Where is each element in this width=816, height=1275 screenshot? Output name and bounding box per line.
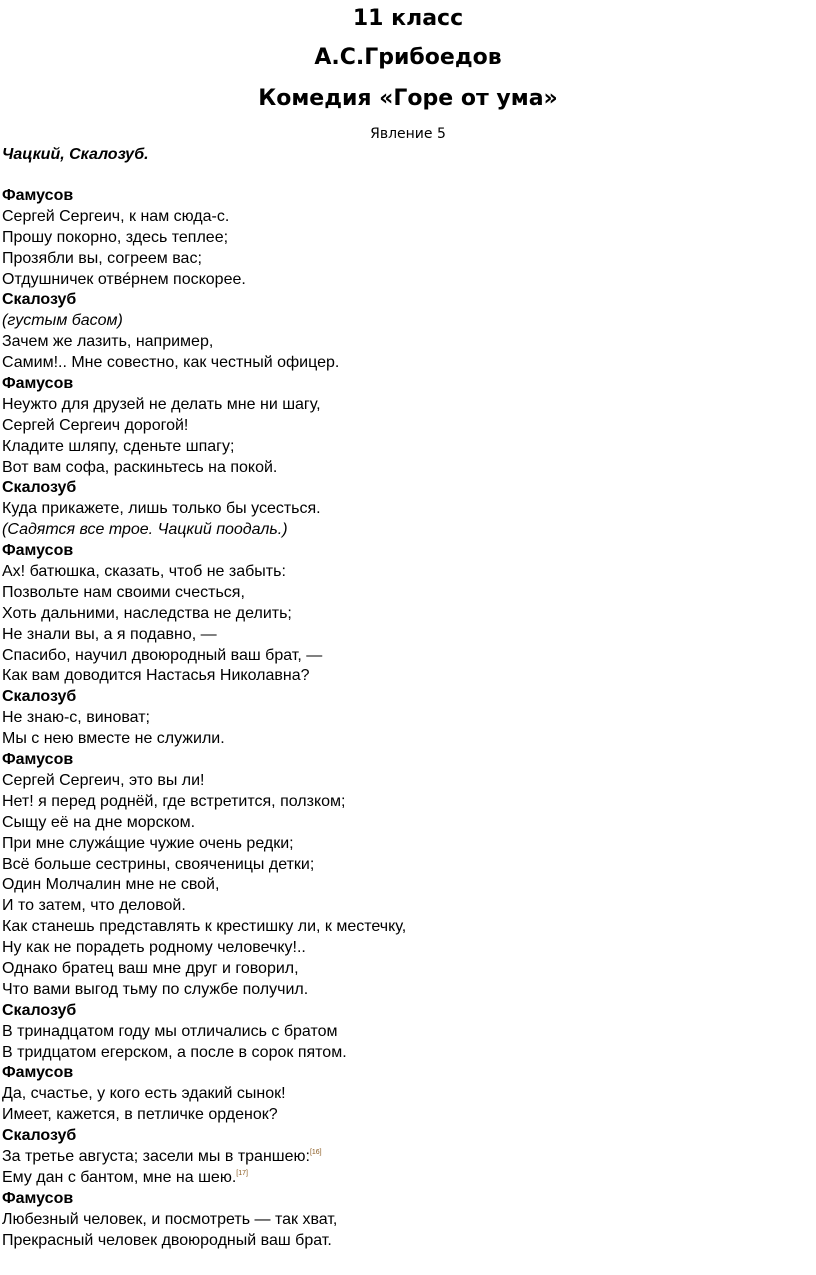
verse-line <box>2 771 802 792</box>
line-text: Один Молчалин мне не свой, <box>2 876 220 894</box>
speaker-name <box>2 687 802 708</box>
verse-line <box>2 938 802 959</box>
verse-line <box>2 562 802 583</box>
verse-line <box>2 353 802 374</box>
line-text: (Садятся все трое. Чацкий поодаль.) <box>2 521 288 539</box>
line-text: Вот вам софа, раскиньтесь на покой. <box>2 458 278 476</box>
line-text: Имеет, кажется, в петличке орденок? <box>2 1106 278 1124</box>
line-text: Фамусов <box>2 187 74 204</box>
verse-line <box>2 499 802 520</box>
verse-line <box>2 813 802 834</box>
verse-line <box>2 666 802 687</box>
line-text: Прекрасный человек двоюродный ваш брат. <box>2 1231 332 1249</box>
line-text: Фамусов <box>2 1189 74 1207</box>
verse-line <box>2 583 802 604</box>
speaker-name <box>2 1126 802 1147</box>
line-text: Однако братец ваш мне друг и говорил, <box>2 959 299 977</box>
verse-line <box>2 792 802 813</box>
verse-line <box>2 1105 802 1126</box>
line-text: Сергей Сергеич дорогой! <box>2 416 189 434</box>
verse-line <box>2 270 802 291</box>
line-text: Скалозуб <box>2 291 77 309</box>
author-heading: А.С.Грибоедов <box>314 45 502 70</box>
verse-line <box>2 604 802 625</box>
speaker-name <box>2 290 802 311</box>
line-text: Любезный человек, и посмотреть — так хват, <box>2 1210 338 1228</box>
verse-line <box>2 228 802 249</box>
line-text: Как станешь представлять к крестишку ли, к местечку, <box>2 918 407 936</box>
line-text: Ах! батюшка, сказать, чтоб не забыть: <box>2 563 286 581</box>
verse-line <box>2 708 802 729</box>
line-text: Как вам доводится Настасья Николавна? <box>2 667 310 685</box>
speaker-name <box>2 750 802 771</box>
speaker-name <box>2 374 802 395</box>
verse-line <box>2 729 802 750</box>
line-text: Не знаю-с, виноват; <box>2 709 150 727</box>
line-text: Прошу покорно, здесь теплее; <box>2 228 229 246</box>
verse-line <box>2 437 802 458</box>
speaker-name <box>2 478 802 499</box>
verse-line <box>2 625 802 646</box>
line-text: Нет! я перед роднёй, где встретится, ползком; <box>2 792 346 810</box>
line-text: И то затем, что деловой. <box>2 897 186 915</box>
verse-line <box>2 207 802 228</box>
line-text: Мы с нею вместе не служили. <box>2 730 225 748</box>
verse-line <box>2 249 802 270</box>
verse-line <box>2 395 802 416</box>
cast-line: Чацкий, Скалозуб. <box>2 146 149 163</box>
verse-line <box>2 1147 802 1168</box>
line-text: Хоть дальними, наследства не делить; <box>2 604 292 622</box>
verse-line <box>2 1022 802 1043</box>
line-text: Ему дан с бантом, мне на шею. <box>2 1168 237 1186</box>
line-text: При мне служа́щие чужие очень редки; <box>2 834 294 852</box>
verse-line <box>2 855 802 876</box>
line-text: Позвольте нам своими счесться, <box>2 583 245 601</box>
line-text: Да, счастье, у кого есть эдакий сынок! <box>2 1085 286 1103</box>
verse-line <box>2 834 802 855</box>
line-text: (густым басом) <box>2 312 123 330</box>
line-text: Прозябли вы, согреем вас; <box>2 249 202 267</box>
line-text: За третье августа; засели мы в траншею: <box>2 1147 310 1165</box>
line-text: Неужто для друзей не делать мне ни шагу, <box>2 395 321 413</box>
line-text: Сергей Сергеич, к нам сюда-с. <box>2 207 230 225</box>
footnote-ref-link[interactable]: [16] <box>309 1148 322 1156</box>
speaker-name <box>2 186 802 207</box>
speaker-name <box>2 1189 802 1210</box>
line-text: Спасибо, научил двоюродный ваш брат, — <box>2 646 323 664</box>
speaker-name <box>2 1063 802 1084</box>
verse-line <box>2 980 802 1001</box>
verse-line <box>2 959 802 980</box>
verse-line <box>2 1043 802 1064</box>
line-text: Фамусов <box>2 542 74 560</box>
stage-direction <box>2 520 802 541</box>
line-text: Фамусов <box>2 1064 74 1082</box>
line-text: Куда прикажете, лишь только бы усесться. <box>2 500 321 518</box>
line-text: Скалозуб <box>2 1127 77 1145</box>
stage-direction <box>2 311 802 332</box>
speaker-name <box>2 541 802 562</box>
line-text: Отдушничек отве́рнем поскорее. <box>2 270 246 288</box>
speaker-name <box>2 1001 802 1022</box>
line-text: Фамусов <box>2 375 74 393</box>
line-text: Скалозуб <box>2 479 77 497</box>
line-text: Скалозуб <box>2 688 77 706</box>
verse-line <box>2 1168 802 1189</box>
line-text: В тринадцатом году мы отличались с братом <box>2 1022 338 1040</box>
verse-line <box>2 1084 802 1105</box>
play-text <box>2 186 802 1251</box>
grade-heading: 11 класс <box>352 6 464 31</box>
verse-line <box>2 646 802 667</box>
line-text: Не знали вы, а я подавно, — <box>2 625 217 643</box>
play-title: Комедия «Горе от ума» <box>258 86 558 111</box>
verse-line <box>2 458 802 479</box>
verse-line <box>2 332 802 353</box>
verse-line <box>2 1210 802 1231</box>
scene-heading: Явление 5 <box>370 126 446 142</box>
line-text: Кладите шляпу, сденьте шпагу; <box>2 437 235 455</box>
verse-line <box>2 1231 802 1252</box>
line-text: В тридцатом егерском, а после в сорок пятом. <box>2 1043 347 1061</box>
line-text: Самим!.. Мне совестно, как честный офицер. <box>2 354 340 372</box>
line-text: Сыщу её на дне морском. <box>2 813 196 831</box>
verse-line <box>2 917 802 938</box>
verse-line <box>2 416 802 437</box>
line-text: Зачем же лазить, например, <box>2 333 214 351</box>
verse-line <box>2 875 802 896</box>
line-text: Скалозуб <box>2 1001 77 1019</box>
line-text: Сергей Сергеич, это вы ли! <box>2 771 205 789</box>
line-text: Всё больше сестрины, свояченицы детки; <box>2 855 315 873</box>
verse-line <box>2 896 802 917</box>
line-text: Что вами выгод тьму по службе получил. <box>2 980 309 998</box>
footnote-ref-link[interactable]: [17] <box>236 1169 248 1177</box>
line-text: Ну как не порадеть родному человечку!.. <box>2 939 306 957</box>
line-text: Фамусов <box>2 751 74 769</box>
